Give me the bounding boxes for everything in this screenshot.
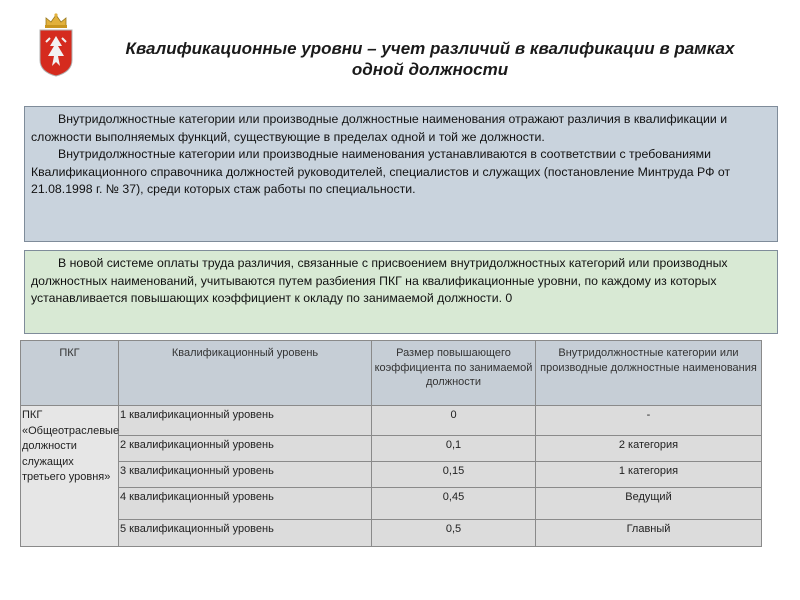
header-pkg: ПКГ [21, 341, 119, 406]
level-cell: 3 квалификационный уровень [119, 462, 372, 488]
page-title: Квалификационные уровни – учет различий в квалификации в рамках одной должности [125, 39, 735, 79]
level-cell: 5 квалификационный уровень [119, 520, 372, 547]
level-cell: 1 квалификационный уровень [119, 406, 372, 436]
category-cell: 1 категория [536, 462, 762, 488]
qualification-levels-table [20, 340, 762, 547]
coat-of-arms-logo [36, 12, 76, 78]
table-row [21, 436, 762, 462]
coefficient-cell: 0,45 [372, 488, 536, 520]
coefficient-cell: 0 [372, 406, 536, 436]
new-system-description-box [24, 250, 778, 334]
box1-paragraph-1: Внутридолжностные категории или производные должностные наименования отражают различия в квалификации и сложности выполняемых функций, существующие в пределах одной и той же должности. [31, 112, 728, 144]
table-header-row [21, 341, 762, 406]
pkg-cell: ПКГ «Общеотраслевые должности служащих третьего уровня» [21, 406, 119, 547]
categories-description-box [24, 106, 778, 242]
category-cell: 2 категория [536, 436, 762, 462]
table-row [21, 462, 762, 488]
table-row [21, 406, 762, 436]
coefficient-cell: 0,1 [372, 436, 536, 462]
table-row [21, 488, 762, 520]
coefficient-cell: 0,5 [372, 520, 536, 547]
category-cell: Главный [536, 520, 762, 547]
category-cell: - [536, 406, 762, 436]
box1-paragraph-2: Внутридолжностные категории или производные наименования устанавливаются в соответствии с требованиями Квалификационного справочника должностей руководителей, специалистов и служащих (постановление Минтруда РФ от 21.08.1998 г. № 37), среди которых стаж работы по специальности. [31, 147, 731, 197]
table-row [21, 520, 762, 547]
box2-paragraph: В новой системе оплаты труда различия, связанные с присвоением внутридолжностных категорий или производных должностных наименований, учитываются путем разбиения ПКГ на квалификационные уровни, по каждому из которых устанавливается повышающих коэффициент к окладу по занимаемой должности. 0 [31, 256, 728, 306]
header-coefficient: Размер повышающего коэффициента по занимаемой должности [372, 341, 536, 406]
level-cell: 4 квалификационный уровень [119, 488, 372, 520]
header-category: Внутридолжностные категории или производные должностные наименования [536, 341, 762, 406]
level-cell: 2 квалификационный уровень [119, 436, 372, 462]
category-cell: Ведущий [536, 488, 762, 520]
header-level: Квалификационный уровень [119, 341, 372, 406]
coefficient-cell: 0,15 [372, 462, 536, 488]
